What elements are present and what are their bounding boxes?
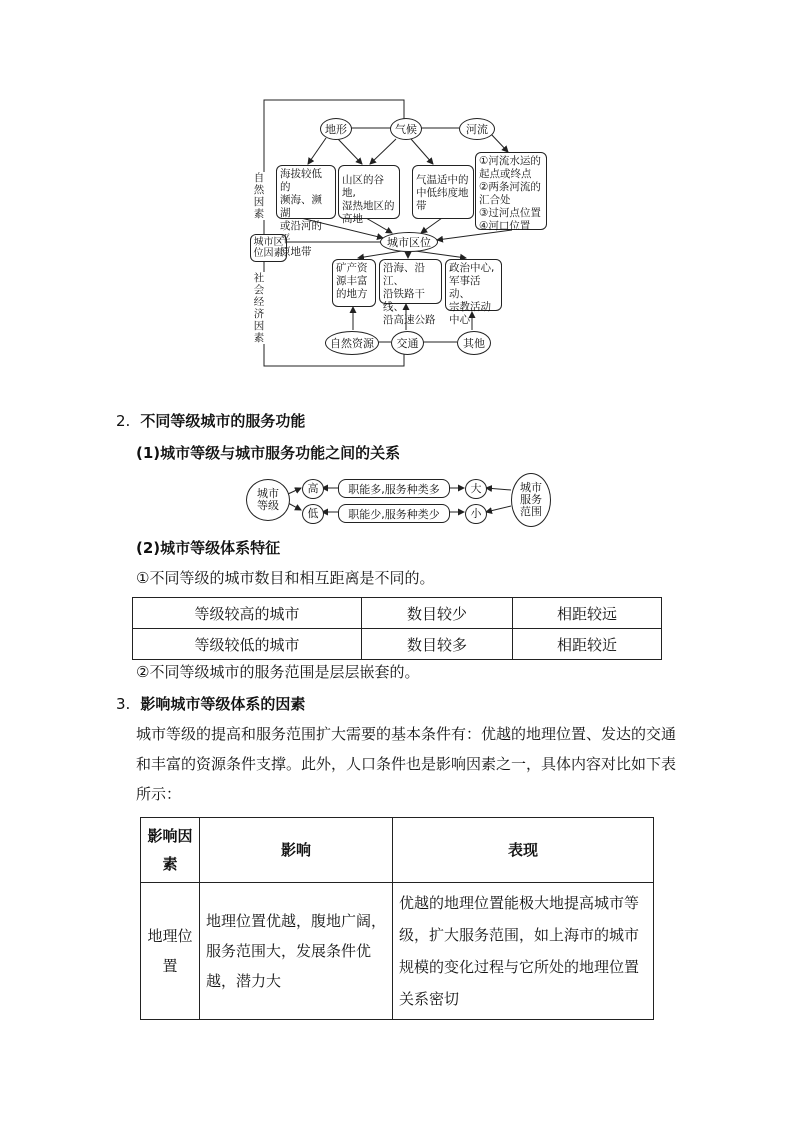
high-oval xyxy=(302,479,324,499)
factor-label: 气候 xyxy=(395,122,417,136)
city-level-diagram xyxy=(0,0,794,540)
climate-box: 气温适中的 中低纬度地 带 xyxy=(412,165,474,219)
table-cell: 相距较近 xyxy=(513,629,662,660)
section-number: 3. xyxy=(116,695,131,713)
table-row xyxy=(133,598,662,629)
terrain-box: 海拔较低的 濒海、濒湖 或沿河的平 原地带 xyxy=(276,165,336,219)
table-cell: 数目较多 xyxy=(362,629,513,660)
diagram2-connectors xyxy=(0,0,794,540)
more-functions-box xyxy=(338,479,450,498)
section-number: 2. xyxy=(116,412,131,430)
table-header-row xyxy=(141,818,654,883)
transport-box: 沿海、沿江、 沿铁路干线、 沿高速公路 xyxy=(379,259,442,304)
small-label: 小 xyxy=(470,507,482,520)
high-label: 高 xyxy=(307,482,319,495)
table-row xyxy=(133,629,662,660)
factor-table xyxy=(140,817,654,1020)
table-cell: 数目较少 xyxy=(362,598,513,629)
factor-label: 其他 xyxy=(463,336,485,350)
point-1: ①不同等级的城市数目和相互距离是不同的。 xyxy=(136,569,435,587)
factor-label: 地形 xyxy=(325,122,347,136)
low-oval xyxy=(302,504,324,524)
small-oval xyxy=(465,504,487,524)
table-row xyxy=(141,883,654,1020)
header-impact: 影响 xyxy=(200,818,393,883)
table-cell-impact: 地理位置优越，腹地广阔，服务范围大，发展条件优越，潜力大 xyxy=(200,883,393,1020)
header-performance: 表现 xyxy=(393,818,654,883)
subheading-1: (1)城市等级与城市服务功能之间的关系 xyxy=(136,444,401,462)
factor-label: 自然资源 xyxy=(330,336,374,350)
center-label: 城市区位 xyxy=(387,235,431,249)
subheading-2: (2)城市等级体系特征 xyxy=(136,539,281,557)
location-factor-box: 城市区位因素 xyxy=(250,234,287,262)
city-level-oval xyxy=(246,479,290,521)
factor-label: 交通 xyxy=(396,336,419,350)
factor-label: 河流 xyxy=(466,122,488,136)
city-level-label: 城市等级 xyxy=(257,487,279,512)
other-box: 政治中心, 军事活动、 宗教活动 中心 xyxy=(445,259,502,311)
big-label: 大 xyxy=(470,482,482,495)
service-range-label: 城市服务范围 xyxy=(520,481,542,518)
section-title: 不同等级城市的服务功能 xyxy=(140,412,306,430)
section-3-heading xyxy=(116,694,305,714)
resource-box: 矿产资 源丰富 的地方 xyxy=(332,259,376,307)
section-3-paragraph: 城市等级的提高和服务范围扩大需要的基本条件有：优越的地理位置、发达的交通和丰富的资源条件支撑。此外，人口条件也是影响因素之一，具体内容对比如下表所示： xyxy=(136,725,677,803)
natural-factors-label: 自然因素 xyxy=(253,172,265,220)
valley-box: 山区的谷地, 湿热地区的 高地 xyxy=(338,165,400,219)
big-oval xyxy=(465,479,487,499)
service-range-oval xyxy=(511,473,551,527)
header-factor: 影响因素 xyxy=(141,818,200,883)
low-label: 低 xyxy=(307,507,319,520)
section-title: 影响城市等级体系的因素 xyxy=(140,695,306,713)
more-functions-label: 职能多,服务种类多 xyxy=(348,482,440,496)
fewer-functions-label: 职能少,服务种类少 xyxy=(348,507,440,521)
table-cell: 相距较远 xyxy=(513,598,662,629)
table-cell-factor: 地理位置 xyxy=(141,883,200,1020)
table-cell: 等级较低的城市 xyxy=(133,629,362,660)
table-cell-performance: 优越的地理位置能极大地提高城市等级，扩大服务范围，如上海市的城市规模的变化过程与它所处的地理位置关系密切 xyxy=(393,883,654,1020)
social-economic-label: 社会经济因素 xyxy=(253,272,265,344)
point-2: ②不同等级城市的服务范围是层层嵌套的。 xyxy=(136,663,420,681)
level-table xyxy=(132,597,662,660)
table-cell: 等级较高的城市 xyxy=(133,598,362,629)
fewer-functions-box xyxy=(338,504,450,523)
river-box: ①河流水运的 起点或终点 ②两条河流的 汇合处 ③过河点位置 ④河口位置 xyxy=(475,152,547,230)
